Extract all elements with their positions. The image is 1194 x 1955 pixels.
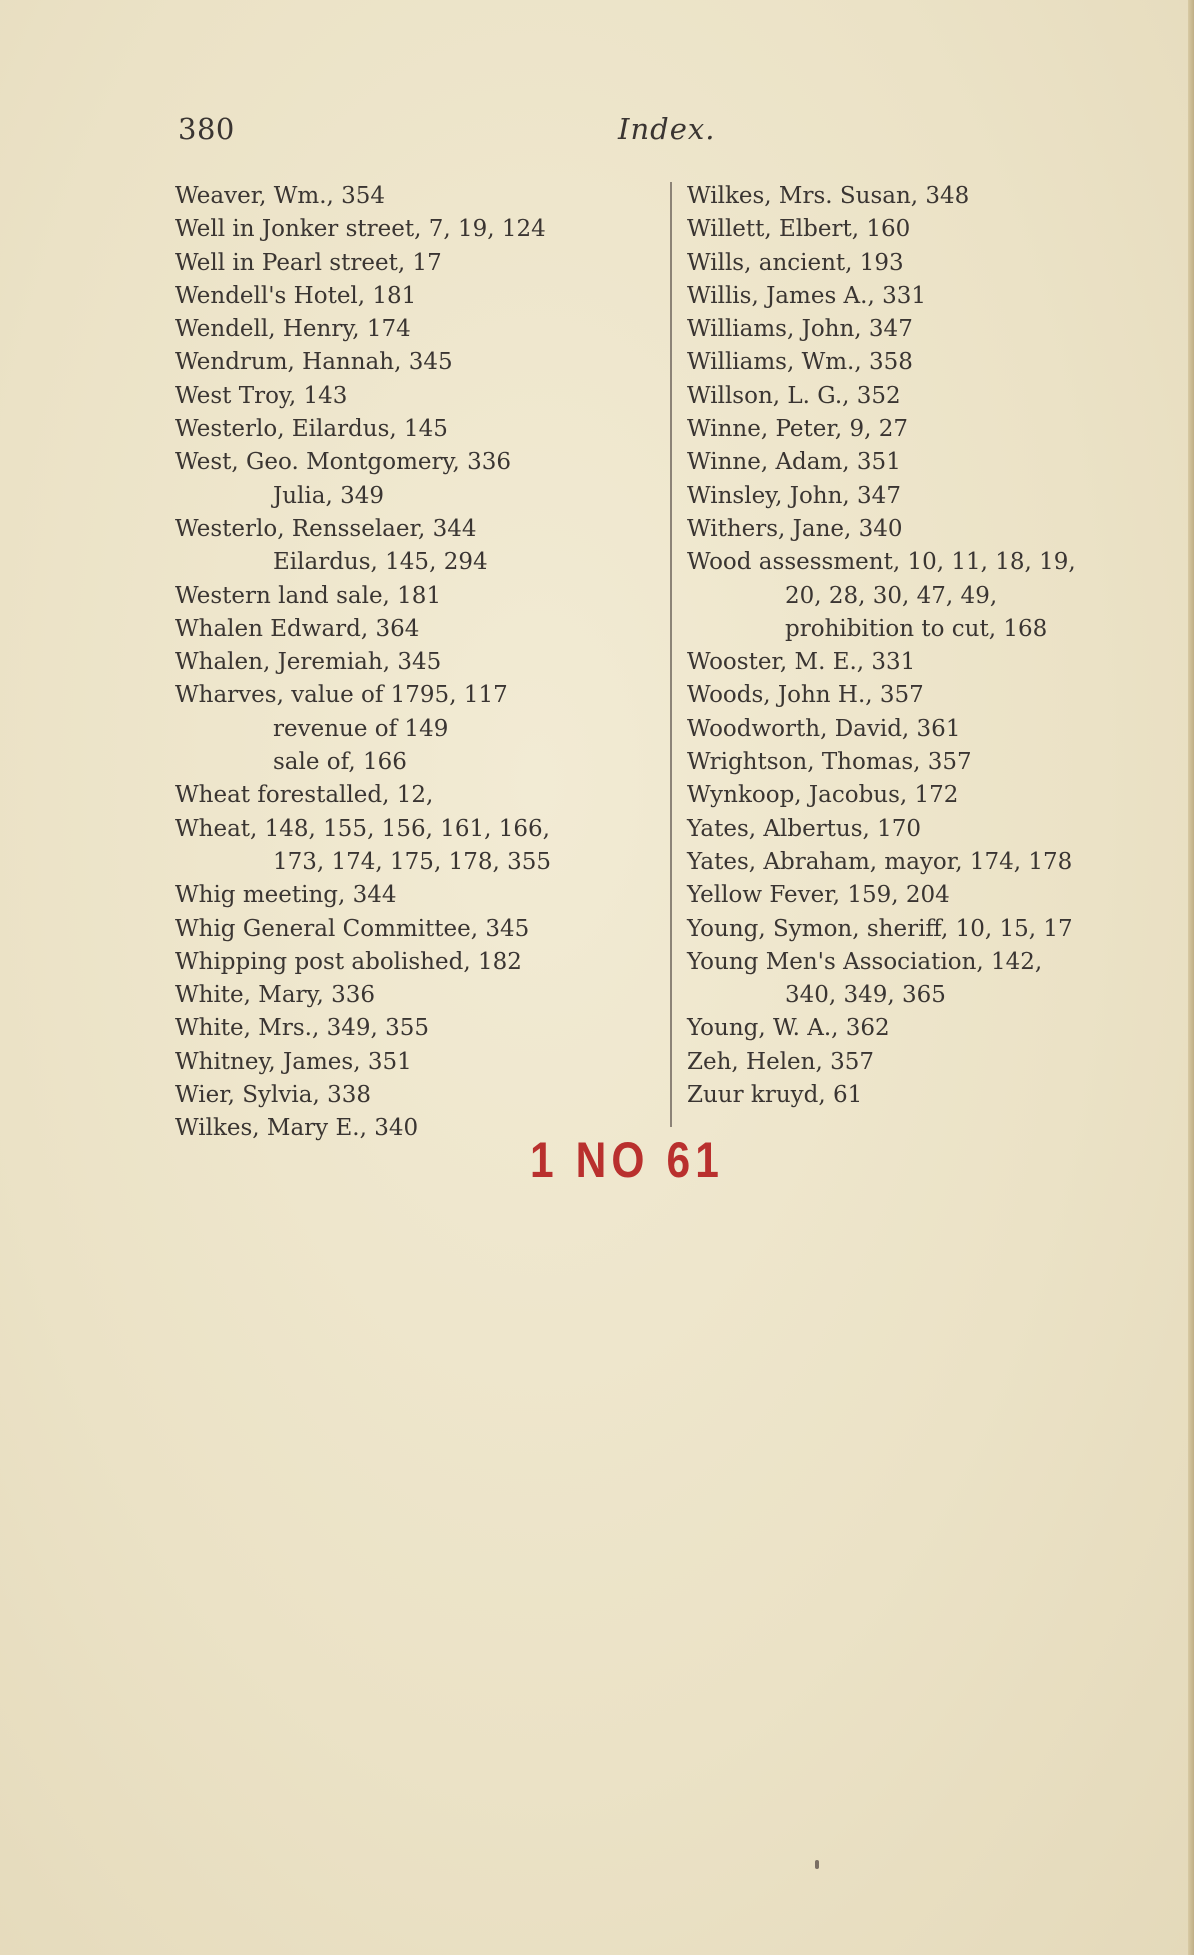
index-entry: Whalen, Jeremiah, 345 xyxy=(175,649,442,676)
index-entry: Western land sale, 181 xyxy=(175,582,442,609)
page-number: 380 xyxy=(178,112,235,146)
index-entry: Willson, L. G., 352 xyxy=(687,382,901,409)
index-entry: Westerlo, Eilardus, 145 xyxy=(175,416,448,443)
index-subentry: prohibition to cut, 168 xyxy=(785,615,1048,642)
index-entry: Yates, Abraham, mayor, 174, 178 xyxy=(687,848,1073,875)
index-entry: Wills, ancient, 193 xyxy=(687,249,904,276)
index-entry: Well in Pearl street, 17 xyxy=(175,249,442,276)
index-entry: Wooster, M. E., 331 xyxy=(687,649,916,676)
index-entry: Yates, Albertus, 170 xyxy=(687,815,922,842)
index-entry: Whipping post abolished, 182 xyxy=(175,948,522,975)
index-subentry: Eilardus, 145, 294 xyxy=(273,549,488,576)
index-entry: West Troy, 143 xyxy=(175,382,348,409)
index-entry: Young, Symon, sheriff, 10, 15, 17 xyxy=(687,915,1073,942)
index-column-left xyxy=(175,180,551,1146)
index-entry: Whalen Edward, 364 xyxy=(175,615,420,642)
index-subentry: sale of, 166 xyxy=(273,749,407,776)
index-entry: Wood assessment, 10, 11, 18, 19, xyxy=(687,549,1076,576)
paper-speck xyxy=(815,1860,819,1869)
index-entry: Winne, Peter, 9, 27 xyxy=(687,416,908,443)
index-entry: Whitney, James, 351 xyxy=(175,1048,412,1075)
index-entry: Westerlo, Rensselaer, 344 xyxy=(175,515,477,542)
column-divider xyxy=(670,182,672,1127)
index-entry: Zuur kruyd, 61 xyxy=(687,1082,863,1109)
index-entry: Wendell, Henry, 174 xyxy=(175,316,411,343)
index-entry: Weaver, Wm., 354 xyxy=(175,183,386,209)
index-entry: Wheat, 148, 155, 156, 161, 166, xyxy=(175,815,550,842)
index-entry: Zeh, Helen, 357 xyxy=(687,1048,874,1075)
page-edge xyxy=(1188,0,1194,1955)
index-entry: West, Geo. Montgomery, 336 xyxy=(175,449,511,476)
index-entry: Williams, Wm., 358 xyxy=(687,349,913,376)
index-subentry: 20, 28, 30, 47, 49, xyxy=(785,582,998,609)
index-entry: Willis, James A., 331 xyxy=(687,282,926,309)
running-head: Index. xyxy=(618,112,716,146)
index-column-right xyxy=(687,180,1076,1112)
index-entry: Withers, Jane, 340 xyxy=(687,515,903,542)
index-entry: Williams, John, 347 xyxy=(687,316,913,343)
index-entry: White, Mary, 336 xyxy=(175,982,376,1009)
index-entry: Whig meeting, 344 xyxy=(175,882,397,909)
index-entry: Yellow Fever, 159, 204 xyxy=(687,882,950,909)
index-entry: Wharves, value of 1795, 117 xyxy=(175,682,508,709)
index-entry: Wendell's Hotel, 181 xyxy=(175,282,417,309)
index-entry: Wier, Sylvia, 338 xyxy=(175,1082,371,1109)
index-entry: Woodworth, David, 361 xyxy=(687,715,961,742)
index-entry: Winne, Adam, 351 xyxy=(687,449,901,476)
index-entry: Woods, John H., 357 xyxy=(687,682,924,709)
index-entry: White, Mrs., 349, 355 xyxy=(175,1015,429,1042)
index-subentry: revenue of 149 xyxy=(273,715,449,742)
index-entry: Wheat forestalled, 12, xyxy=(175,782,434,809)
index-entry: Willett, Elbert, 160 xyxy=(687,216,911,243)
index-subentry: Julia, 349 xyxy=(273,482,384,509)
index-entry: Wrightson, Thomas, 357 xyxy=(687,749,972,776)
index-entry: Wendrum, Hannah, 345 xyxy=(175,349,453,376)
index-entry: Young Men's Association, 142, xyxy=(687,948,1043,975)
index-entry: Wilkes, Mary E., 340 xyxy=(175,1115,419,1142)
index-entry: Well in Jonker street, 7, 19, 124 xyxy=(175,216,546,243)
library-stamp: 1 NO 61 xyxy=(530,1132,724,1188)
index-entry: Wynkoop, Jacobus, 172 xyxy=(687,782,959,809)
index-entry: Wilkes, Mrs. Susan, 348 xyxy=(687,183,970,209)
index-entry: Whig General Committee, 345 xyxy=(175,915,530,942)
index-subentry: 173, 174, 175, 178, 355 xyxy=(273,848,551,875)
index-entry: Young, W. A., 362 xyxy=(687,1015,890,1042)
index-subentry: 340, 349, 365 xyxy=(785,982,946,1009)
index-entry: Winsley, John, 347 xyxy=(687,482,901,509)
